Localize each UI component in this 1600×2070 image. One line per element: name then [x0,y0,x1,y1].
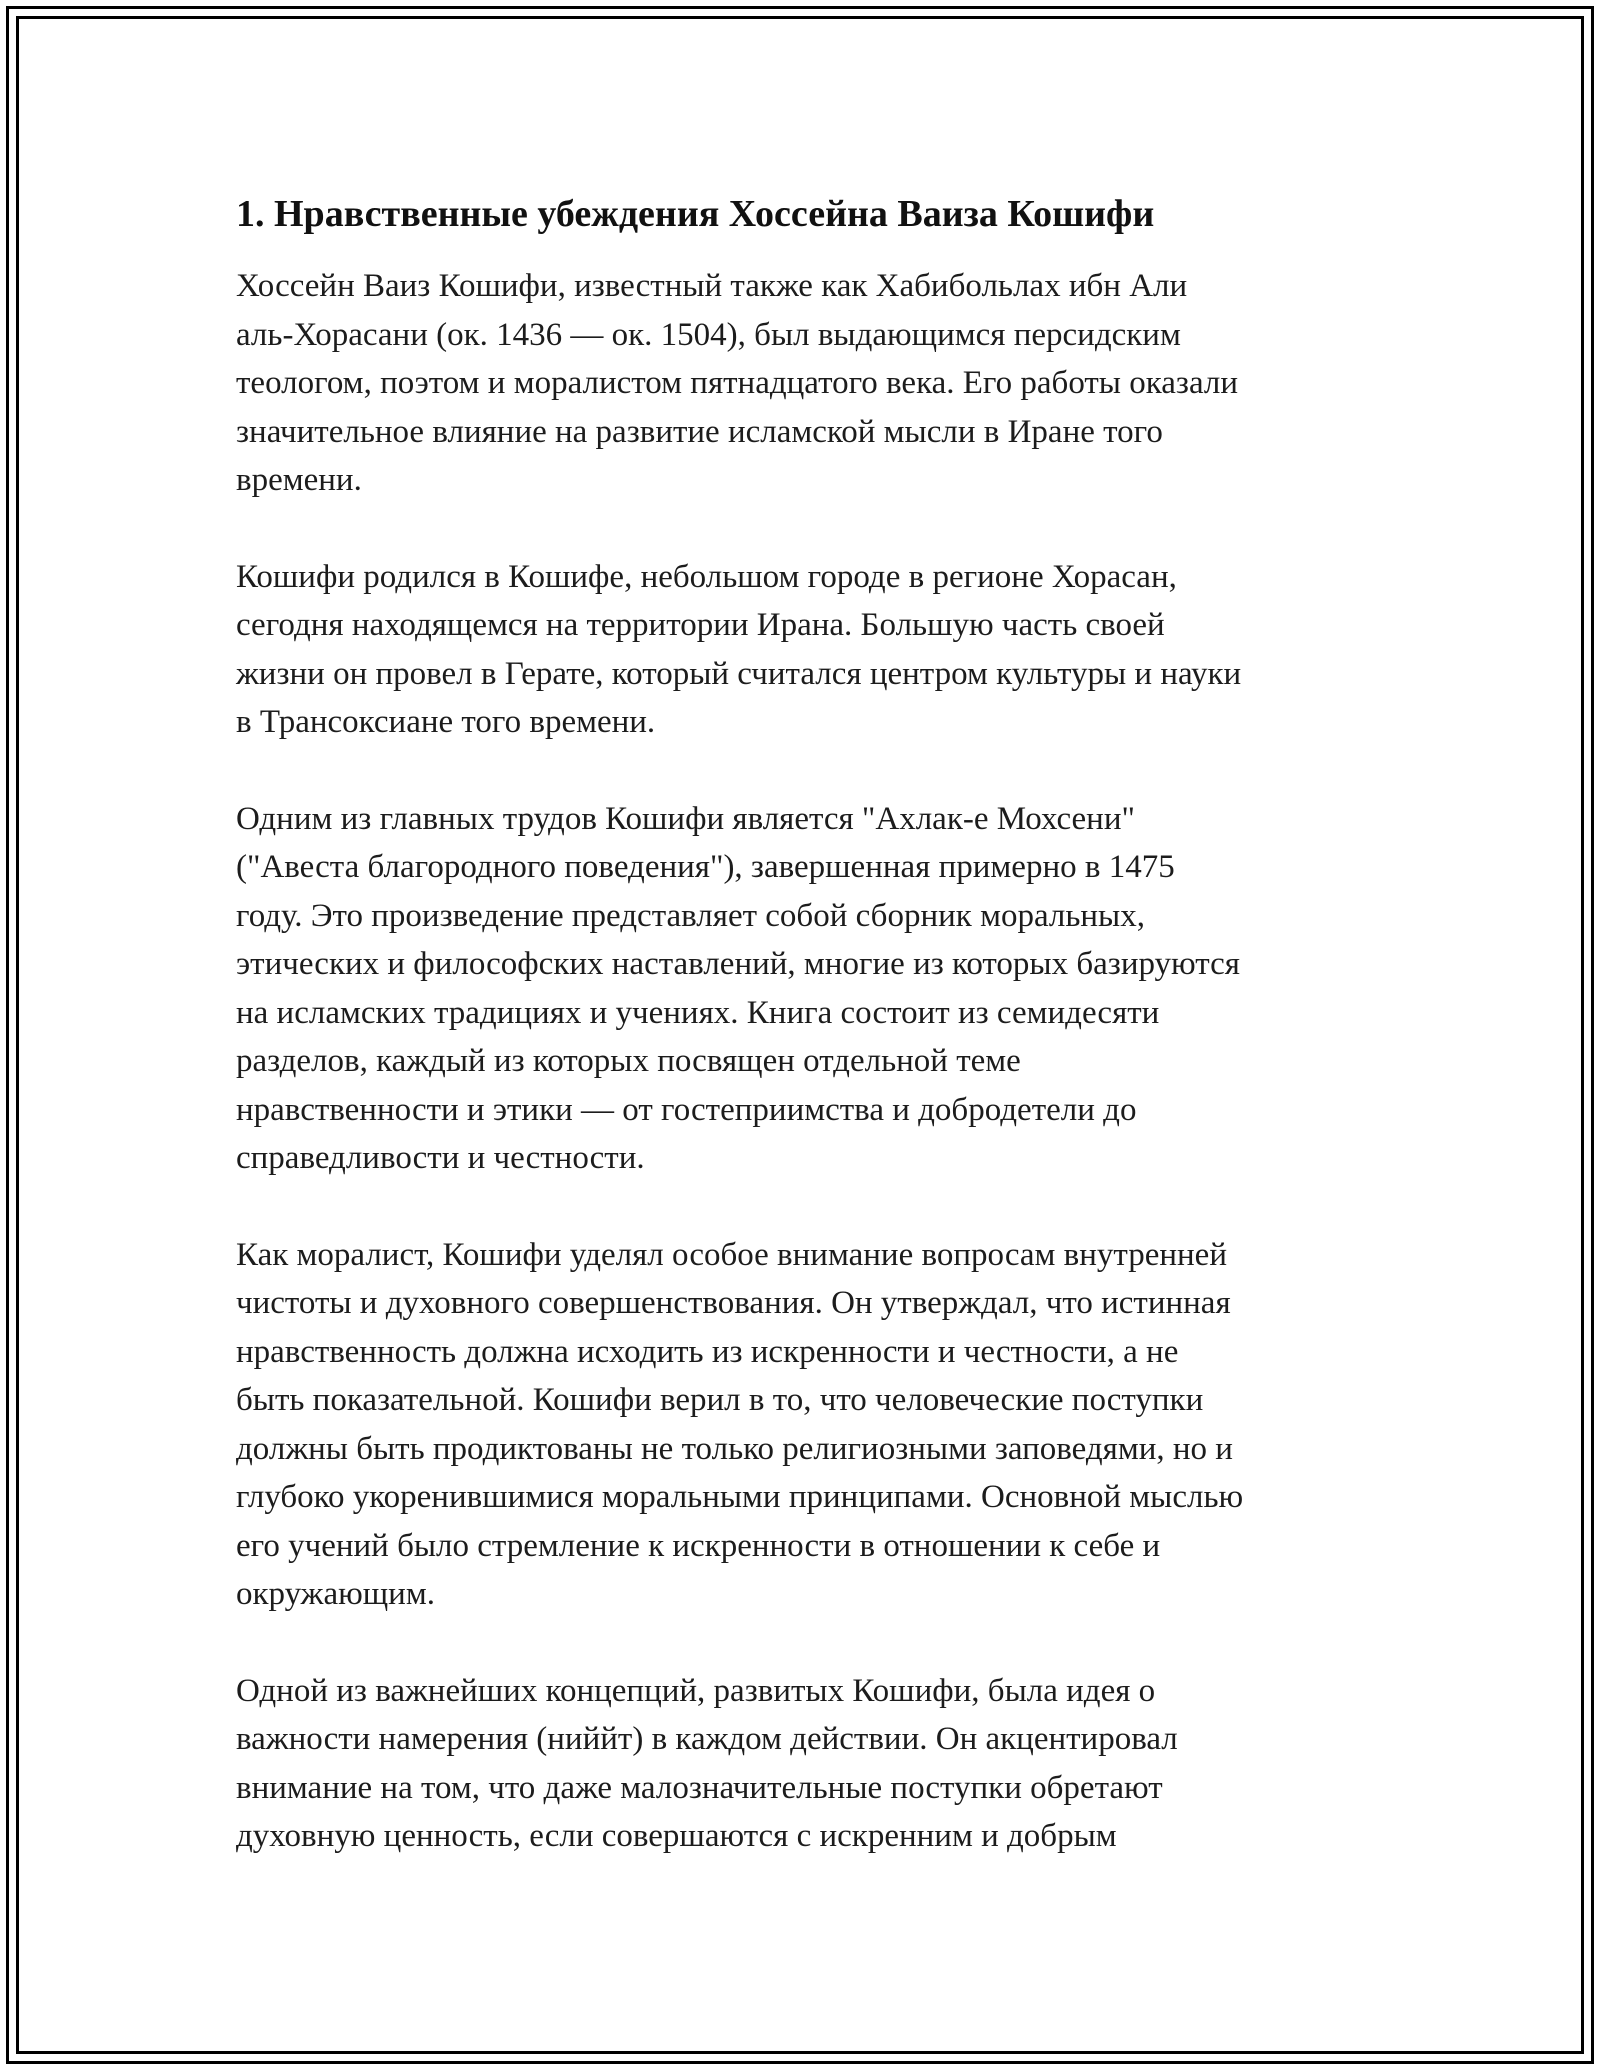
paragraph-main-work: Одним из главных трудов Кошифи является "Ахлак-е Мохсени" ("Авеста благородного поведения"), завершенная примерно в 1475 году. Это произведение представляет собой сборник моральных, этических и философских наставлений, многие из которых базируются на исламских традициях и учениях. Книга состоит из семидесяти разделов, каждый из которых посвящен отдельной теме нравственности и этики — от гостеприимства и добродетели до справедливости и честности. [236,800,1240,1176]
paragraph-intro: Хоссейн Ваиз Кошифи, известный также как Хабибольлах ибн Али аль-Хорасани (ок. 1436 — ок. 1504), был выдающимся персидским теологом, поэтом и моралистом пятнадцатого века. Его работы оказали значительное влияние на развитие исламской мысли в Иране того времени. [236,268,1239,498]
paragraph-moralist: Как моралист, Кошифи уделял особое внимание вопросам внутренней чистоты и духовного совершенствования. Он утверждал, что истинная нравственность должна исходить из искренности и честности, а не быть показательной. Кошифи верил в то, что человеческие поступки должны быть продиктованы не только религиозными заповедями, но и глубоко укоренившимися моральными принципами. Основной мыслью его учений было стремление к искренности в отношении к себе и окружающим. [236,1236,1244,1612]
paragraph-birthplace: Кошифи родился в Кошифе, небольшом городе в регионе Хорасан, сегодня находящемся на территории Ирана. Большую часть своей жизни он провел в Герате, который считался центром культуры и науки в Трансоксиане того времени. [236,558,1242,740]
paragraph-intention: Одной из важнейших концепций, развитых Кошифи, была идея о важности намерения (ниййт) в каждом действии. Он акцентировал внимание на том, что даже малозначительные поступки обретают духовную ценность, если совершаются с искренним и добрым [236,1672,1178,1854]
document-page [236,188,1376,1909]
section-heading: 1. Нравственные убеждения Хоссейна Ваиза Кошифи [236,193,1155,235]
